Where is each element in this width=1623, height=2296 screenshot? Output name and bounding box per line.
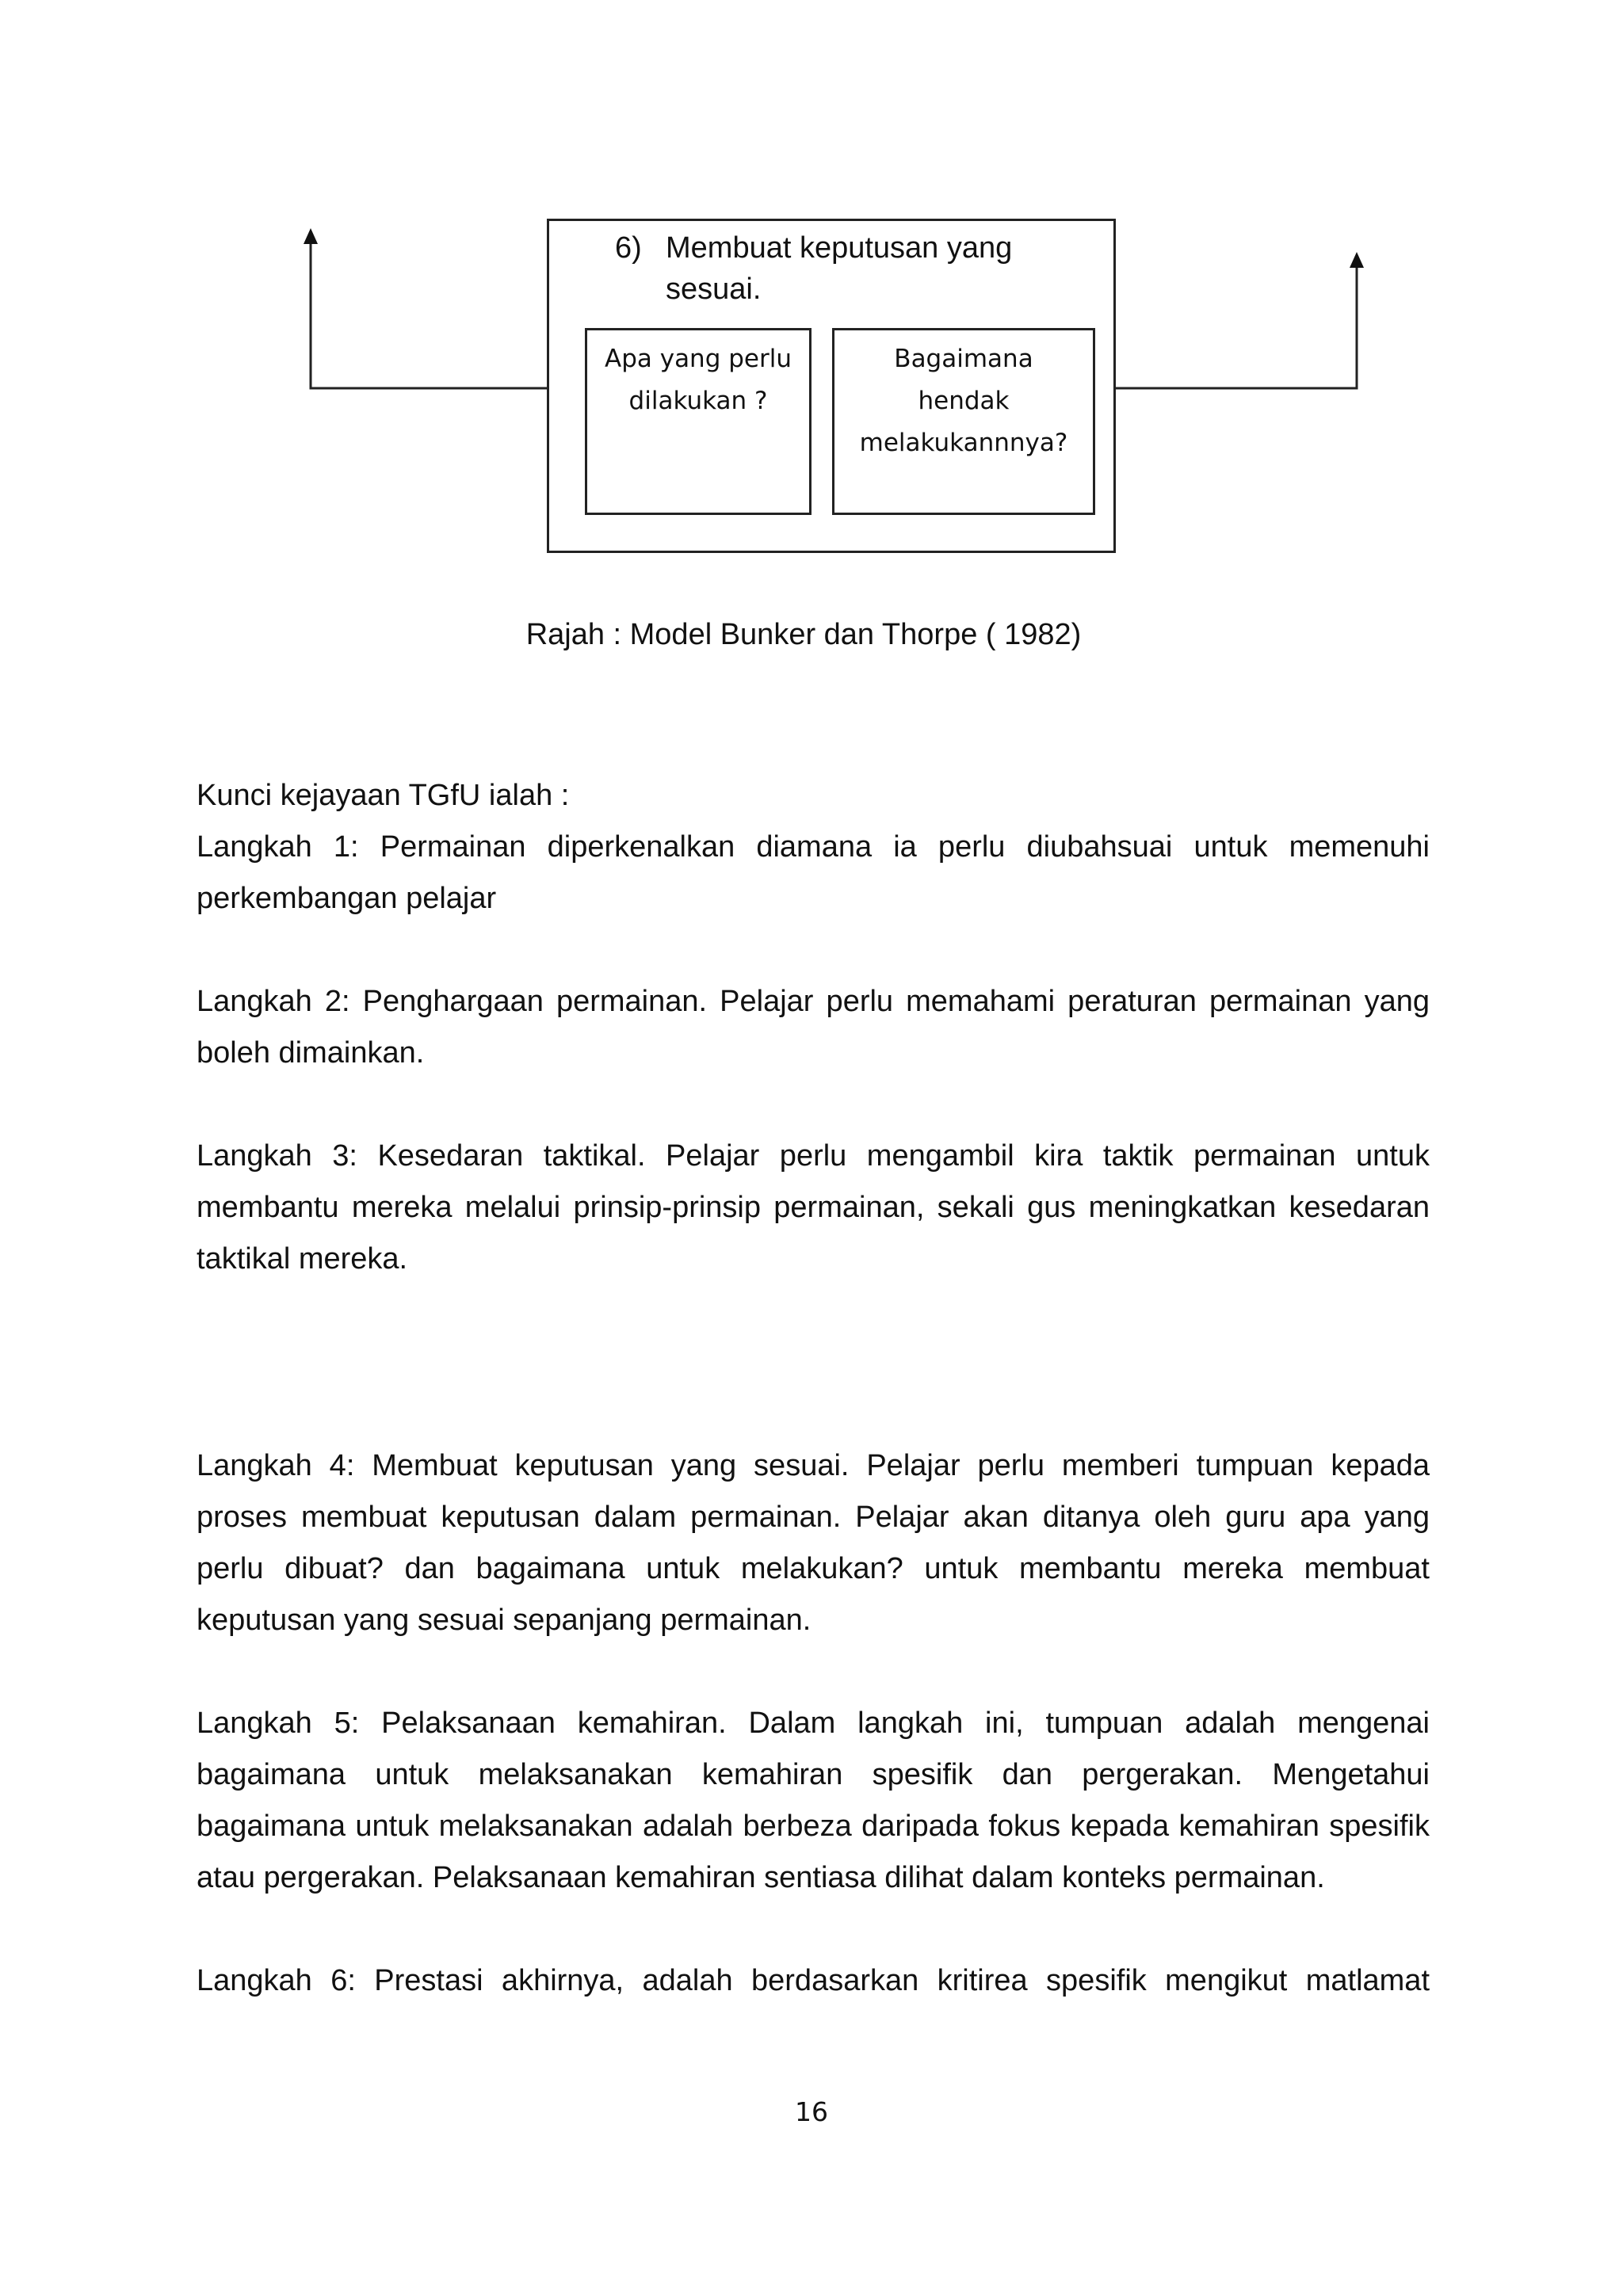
langkah-1-text: Langkah 1: Permainan diperkenalkan diamana ia perlu diubahsuai untuk memenuhi perkembangan pelajar: [197, 830, 1430, 915]
langkah-1-paragraph: [197, 822, 1430, 925]
langkah-3-paragraph: [197, 1131, 1430, 1285]
langkah-2-text: Langkah 2: Penghargaan permainan. Pelajar perlu memahami peraturan permainan yang boleh dimainkan.: [197, 985, 1430, 1070]
langkah-3-text: Langkah 3: Kesedaran taktikal. Pelajar perlu mengambil kira taktik permainan untuk membantu mereka melalui prinsip-prinsip permainan, sekali gus meningkatkan kesedaran taktikal mereka.: [197, 1139, 1430, 1276]
langkah-2-paragraph: [197, 976, 1430, 1079]
langkah-5-text: Langkah 5: Pelaksanaan kemahiran. Dalam langkah ini, tumpuan adalah mengenai bagaimana untuk melaksanakan kemahiran spesifik dan pergerakan. Mengetahui bagaimana untuk melaksanakan adalah berbeza daripada fokus kepada kemahiran spesifik atau pergerakan. Pelaksanaan kemahiran sentiasa dilihat dalam konteks permainan.: [197, 1707, 1430, 1894]
what-to-do-box: [585, 328, 812, 515]
right-connector-line: [1116, 266, 1357, 388]
step-number: 6): [615, 231, 642, 265]
tgfu-model-diagram: [0, 0, 1623, 602]
intro-paragraph: [197, 770, 1430, 822]
what-to-do-text: Apa yang perlu dilakukan ?: [604, 345, 792, 415]
left-arrow-head: [304, 228, 318, 244]
step-6-title: [615, 227, 1059, 310]
langkah-4-text: Langkah 4: Membuat keputusan yang sesuai. Pelajar perlu memberi tumpuan kepada proses membuat keputusan dalam permainan. Pelajar akan ditanya oleh guru apa yang perlu dibuat? dan bagaimana untuk melakukan? untuk membantu mereka membuat keputusan yang sesuai sepanjang permainan.: [197, 1449, 1430, 1637]
langkah-6-paragraph: [197, 1955, 1430, 2007]
figure-caption-text: Rajah : Model Bunker dan Thorpe ( 1982): [525, 618, 1082, 651]
langkah-6-text: Langkah 6: Prestasi akhirnya, adalah berdasarkan kritirea spesifik mengikut matlamat: [197, 1964, 1430, 1997]
right-arrow-head: [1350, 252, 1364, 268]
how-to-do-text: Bagaimana hendak melakukannnya?: [859, 345, 1068, 457]
left-connector-line: [311, 242, 547, 388]
step-title-text: Membuat keputusan yang sesuai.: [666, 231, 1013, 306]
langkah-5-paragraph: [197, 1698, 1430, 1904]
langkah-4-paragraph: [197, 1440, 1430, 1646]
how-to-do-box: [832, 328, 1095, 515]
intro-text: Kunci kejayaan TGfU ialah :: [197, 779, 570, 812]
page-number: 16: [795, 2096, 828, 2127]
figure-caption: [0, 618, 1623, 652]
